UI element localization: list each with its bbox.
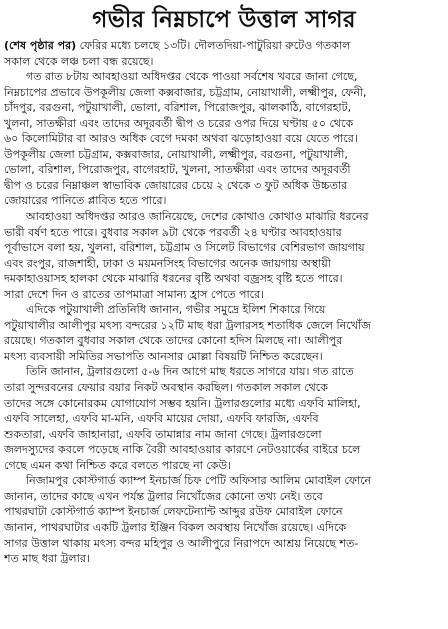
article-line: গত রাত ৮টায় আবহাওয়া অধিদপ্তর থেকে পাওয়া সর্বশেষ খবরে জানা গেছে, [26,70,358,84]
article-line-text: ফেরির মধ্যে চলছে ১৩টি। দৌলতদিয়া-পাটুরিয়া রুটেও গতকাল [76,39,351,52]
article-line: ভারী বর্ষণ হতে পারে। বুধবার সকাল ৯টা থেকে পরবর্তী ২৪ ঘণ্টার আবহাওয়ার [4,225,342,239]
article-line: মৎস্য ব্যবসায়ী সমিতির সভাপতি আনসার মোল্লা বিষয়টি নিশ্চিত করেছেন। [4,349,323,363]
continued-label: (শেষ পৃষ্ঠার পর) [4,39,77,52]
article-line: পাথরঘাটা কোস্টগার্ড ক্যাম্প ইনচার্জ লেফটেন্যান্ট আব্দুর রউফ মোবাইল ফোনে [4,505,343,519]
article-line: আবহাওয়া অধিদপ্তর আরও জানিয়েছে, দেশের কোথাও কোথাও মাঝারি ধরনের [26,210,369,224]
article-line: শত মাছ ধরা ট্রলার। [4,552,90,566]
article-line: খুলনা, সাতক্ষীরা এবং তাদের অদূরবর্তী দ্বীপ ও চরের ওপর দিয়ে ঘণ্টায় ৫০ থেকে [4,116,354,130]
article-line: তারা সুন্দরবনের ফেয়ার বয়ার নিকট অবস্থান করছিল। গতকাল সকাল থেকে [4,381,328,395]
article-line: এফবি সালেহা, এফবি মা-মনি, এফবি মায়ের দোয়া, এফবি ফারজি, এফবি [4,412,319,426]
article-line: জলদস্যুদের কবলে পড়েছে নাকি বৈরী আবহাওয়ার কারণে নেটওয়ার্কের বাইরে চলে [4,443,361,457]
article-line: এবং রংপুর, রাজশাহী, ঢাকা ও ময়মনসিংহ বিভাগের অনেক জায়গায় অস্থায়ী [4,256,331,270]
article-line: রয়েছে। গতকাল বুধবার সকাল থেকে তাদের কোনো হদিস মিলছে না। আলীপুর [4,334,343,348]
article-line: নিজামপুর কোস্টগার্ড ক্যাম্প ইনচার্জ চিফ পেটি অফিসার আলিম মোবাইল ফোনে [26,474,372,488]
article-line: এদিকে পটুয়াখালী প্রতিনিধি জানান, গভীর সমুদ্রে ইলিশ শিকারে গিয়ে [26,303,326,317]
article-line: পূর্বাভাসে বলা হয়, খুলনা, বরিশাল, চট্টগ্রাম ও সিলেট বিভাগের বেশিরভাগ জায়গায় [4,241,365,255]
article-line: জানান, পাথরঘাটার একটি ট্রলার ইঞ্জিন বিকল অবস্থায় নিখোঁজ রয়েছে। এদিকে [4,520,347,534]
article-headline: গভীর নিম্নচাপে উত্তাল সাগর [92,7,356,33]
article-line: সকাল থেকে লঞ্চ চলা বন্ধ রয়েছে। [4,54,154,68]
article-line: দমকাহাওয়াসহ হালকা থেকে মাঝারি ধরনের বৃষ্টি অথবা বজ্রসহ বৃষ্টি হতে পারে। [4,272,343,286]
article-body [4,38,444,567]
article-line: তিনি জানান, ট্রলারগুলো ৫-৬ দিন আগে মাছ ধরতে সাগরে যায়। গত রাতে [26,365,354,379]
article-line: পটুয়াখালীর আলীপুর মৎস্য বন্দরের ১২টি মাছ ধরা ট্রলারসহ শতাধিক জেলে নিখোঁজ [4,318,371,332]
article-line: সাগর উত্তাল থাকায় মৎস্য বন্দর মহিপুর ও আলীপুরে নিরাপদে আশ্রয় নিয়েছে শত- [4,536,359,550]
article-line: দ্বীপ ও চরের নিম্নাঞ্চল স্বাভাবিক জোয়ারের চেয়ে ২ থেকে ৩ ফুট অধিক উচ্চতার [4,178,348,192]
article-line: জানান, তাদের কাছে এখন পর্যন্ত ট্রলার নিখোঁজের কোনো তথ্য নেই। তবে [4,489,323,503]
article-line: গেছে এমন কথা নিশ্চিত করে বলতে পারছে না কেউ। [4,458,231,472]
article-line: সারা দেশে দিন ও রাতের তাপমাত্রা সামান্য হ্রাস পেতে পারে। [4,287,265,301]
article-line: নিম্নচাপের প্রভাবে উপকূলীয় জেলা কক্সবাজার, চট্টগ্রাম, নোয়াখালী, লক্ষ্মীপুর, ফেনী, [4,85,367,99]
article-line: ৬০ কিলোমিটার বা আরও অধিক বেগে দমকা অথবা ঝড়োহাওয়া বয়ে যেতে পারে। [4,132,358,146]
article-line: তাদের সঙ্গে কোনোরকম যোগাযোগ সম্ভব হয়নি। ট্রলারগুলোর মধ্যে এফবি মালিহা, [4,396,361,410]
article-line: চাঁদপুর, বরগুনা, পটুয়াখালী, ভোলা, বরিশাল, পিরোজপুর, ঝালকাঠি, বাগেরহাট, [4,101,352,115]
article-line: উপকূলীয় জেলা চট্টগ্রাম, কক্সবাজার, নোয়াখালী, লক্ষ্মীপুর, বরগুনা, পটুয়াখালী, [4,147,348,161]
article-line: জোয়ারের পানিতে প্লাবিত হতে পারে। [4,194,167,208]
article-line [4,38,444,54]
article-line: ভোলা, বরিশাল, পিরোজপুর, বাগেরহাট, খুলনা, সাতক্ষীরা এবং তাদের অদূরবর্তী [4,163,351,177]
article-line: শুকতারা, এফবি জাহানারা, এফবি তামান্নার নাম জানা গেছে। ট্রলারগুলো [4,427,322,441]
